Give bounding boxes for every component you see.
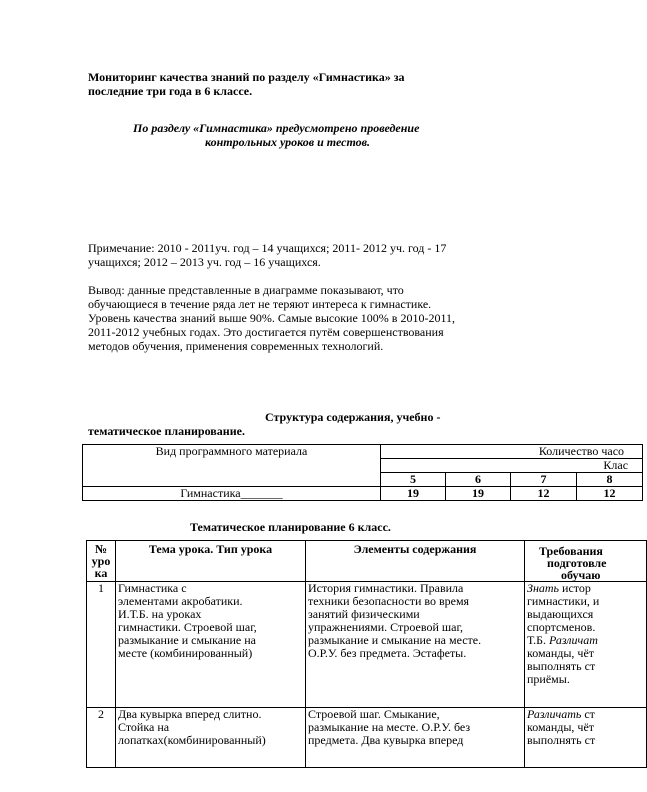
row-label-text: Гимнастика <box>180 486 241 500</box>
header-num-l1: № <box>94 542 108 556</box>
header-req-l2: подготовле <box>547 556 607 570</box>
header-requirements <box>525 541 647 582</box>
hours-cell: 12 <box>511 487 577 501</box>
structure-title-line1: Структура содержания, учебно - <box>265 410 441 424</box>
req-line: команды, чёт <box>527 720 595 734</box>
conclusion-line4: 2011-2012 учебных годах. Это достигается путём совершенствования <box>88 325 444 339</box>
elements-line: О.Р.У. без предмета. Эстафеты. <box>308 646 467 660</box>
topic-line: Два кувырка вперед слитно. <box>118 707 262 721</box>
hours-cell: 19 <box>446 487 511 501</box>
elements-line: предмета. Два кувырка вперед <box>308 733 464 747</box>
col-header-material: Вид программного материала <box>83 445 381 487</box>
grade-header: 8 <box>577 473 643 487</box>
req-line: команды, чёт <box>527 646 595 660</box>
structure-table <box>82 444 643 501</box>
req-line: выполнять ст <box>527 659 596 673</box>
header-req-l1: Требования <box>539 544 603 558</box>
header-elements: Элементы содержания <box>306 541 525 582</box>
req-line: выполнять ст <box>527 733 596 747</box>
row-label-gymnastics: Гимнастика_______ <box>83 487 381 501</box>
lesson-topic <box>116 582 306 708</box>
topic-line: лопатках(комбинированный) <box>118 733 266 747</box>
conclusion-line1: Вывод: данные представленные в диаграмме показывают, что <box>88 283 404 297</box>
req-italic: Знать <box>527 581 560 595</box>
note-line1: Примечание: 2010 - 2011уч. год – 14 учащихся; 2011- 2012 уч. год - 17 <box>88 241 447 255</box>
lesson-number: 1 <box>87 582 116 708</box>
elements-line: Строевой шаг. Смыкание, <box>308 707 440 721</box>
req-text: Т.Б. <box>527 633 550 647</box>
grade-header: 7 <box>511 473 577 487</box>
topic-line: И.Т.Б. на уроках <box>118 607 202 621</box>
table-row <box>87 582 647 708</box>
req-line: выдающихся <box>527 607 594 621</box>
thematic-title: Тематическое планирование 6 класс. <box>190 520 391 534</box>
page-title-line1: Мониторинг качества знаний по разделу «Гимнастика» за <box>88 70 405 84</box>
sub-header-class: Клас <box>381 459 643 473</box>
lesson-topic <box>116 708 306 768</box>
header-num-l2: уро <box>91 554 111 568</box>
col-header-hours: Количество часо <box>381 445 643 459</box>
elements-line: занятий физическими <box>308 607 420 621</box>
lesson-requirements <box>525 708 647 768</box>
table-row <box>87 708 647 768</box>
structure-title-line2: тематическое планирование. <box>88 424 245 438</box>
req-line: приёмы. <box>527 672 570 686</box>
lesson-elements <box>306 582 525 708</box>
conclusion-line5: методов обучения, применения современных технологий. <box>88 339 384 353</box>
elements-line: техники безопасности во время <box>308 594 470 608</box>
req-italic: Различат <box>549 633 598 647</box>
req-text: ст <box>581 707 595 721</box>
elements-line: размыкание на месте. О.Р.У. без <box>308 720 471 734</box>
req-line: гимнастики, и <box>527 594 600 608</box>
subtitle-line2: контрольных уроков и тестов. <box>205 135 370 149</box>
thematic-table <box>86 540 647 768</box>
header-lesson-number <box>87 541 116 582</box>
conclusion-line3: Уровень качества знаний выше 90%. Самые высокие 100% в 2010-2011, <box>88 311 456 325</box>
header-num-l3: ка <box>94 566 108 580</box>
req-line: спортсменов. <box>527 620 596 634</box>
topic-line: размыкание и смыкание на <box>118 633 256 647</box>
topic-line: гимнастики. Строевой шаг, <box>118 620 257 634</box>
lesson-elements <box>306 708 525 768</box>
header-req-l3: обучаю <box>561 568 601 582</box>
lesson-requirements <box>525 582 647 708</box>
lesson-number: 2 <box>87 708 116 768</box>
elements-line: упражнениями. Строевой шаг, <box>308 620 464 634</box>
elements-line: История гимнастики. Правила <box>308 581 464 595</box>
structure-table-wrapper <box>82 444 629 500</box>
hours-cell: 19 <box>381 487 446 501</box>
grade-header: 6 <box>446 473 511 487</box>
header-topic: Тема урока. Тип урока <box>116 541 306 582</box>
grade-header: 5 <box>381 473 446 487</box>
topic-line: Гимнастика с <box>118 581 187 595</box>
subtitle-line1: По разделу «Гимнастика» предусмотрено проведение <box>133 121 420 135</box>
topic-line: элементами акробатики. <box>118 594 243 608</box>
topic-line: месте (комбинированный) <box>118 646 253 660</box>
hours-cell: 12 <box>577 487 643 501</box>
topic-line: Стойка на <box>118 720 170 734</box>
req-text: истор <box>559 581 591 595</box>
req-italic: Различать <box>527 707 582 721</box>
elements-line: размыкание и смыкание на месте. <box>308 633 482 647</box>
thematic-table-wrapper <box>86 540 612 784</box>
conclusion-line2: обучающиеся в течение ряда лет не теряют интереса к гимнастике. <box>88 297 432 311</box>
note-line2: учащихся; 2012 – 2013 уч. год – 16 учащихся. <box>88 255 321 269</box>
page-title-line2: последние три года в 6 классе. <box>88 84 253 98</box>
